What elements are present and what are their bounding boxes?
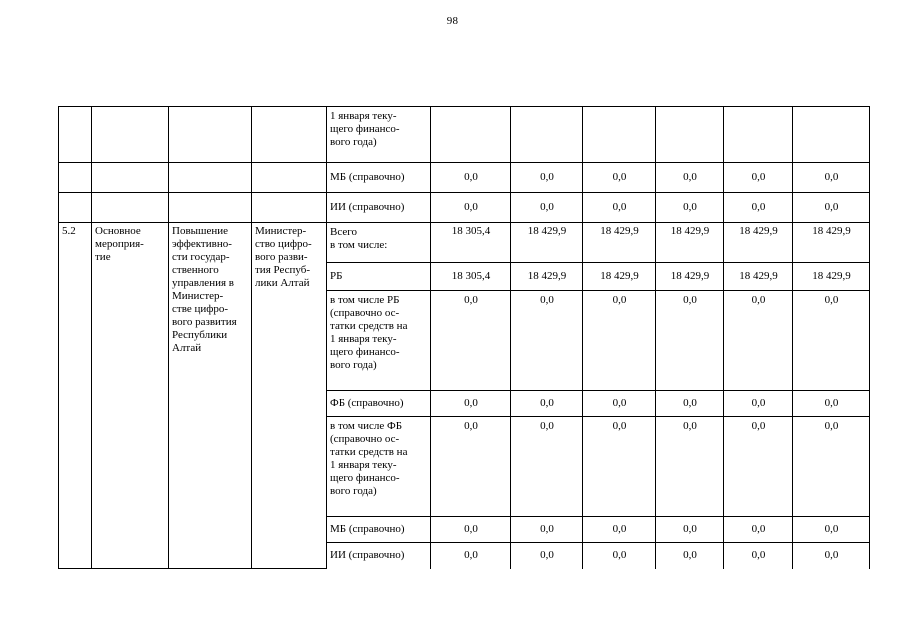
value-cell: 0,0 [656, 543, 724, 569]
value-cell: 0,0 [724, 193, 793, 223]
value-cell: 0,0 [511, 391, 583, 417]
value-cell: 0,0 [793, 391, 870, 417]
funding-source-cell: Всего в том числе: [327, 223, 431, 263]
value-cell: 18 429,9 [724, 263, 793, 291]
value-cell: 0,0 [431, 163, 511, 193]
value-cell: 18 429,9 [724, 223, 793, 263]
type-cell [92, 163, 169, 193]
value-cell: 18 429,9 [511, 263, 583, 291]
value-cell: 0,0 [724, 417, 793, 517]
value-cell: 18 429,9 [793, 223, 870, 263]
value-cell: 0,0 [656, 391, 724, 417]
value-cell: 0,0 [793, 193, 870, 223]
value-cell: 0,0 [511, 163, 583, 193]
funding-source-cell: РБ [327, 263, 431, 291]
table-row [59, 163, 870, 193]
value-cell: 0,0 [793, 543, 870, 569]
funding-source-cell: ИИ (справочно) [327, 543, 431, 569]
executor-cell [252, 193, 327, 223]
item-executor: Министер- ство цифро- вого разви- тия Респуб- лики Алтай [252, 223, 327, 569]
value-cell: 0,0 [656, 417, 724, 517]
value-cell: 0,0 [724, 391, 793, 417]
value-cell: 18 305,4 [431, 263, 511, 291]
value-cell: 0,0 [431, 517, 511, 543]
type-cell [92, 193, 169, 223]
value-cell: 0,0 [431, 391, 511, 417]
value-cell [511, 107, 583, 163]
value-cell: 0,0 [793, 517, 870, 543]
executor-cell [252, 163, 327, 193]
number-cell [59, 107, 92, 163]
table-row [59, 107, 870, 163]
value-cell: 0,0 [793, 291, 870, 391]
page-number: 98 [446, 15, 459, 27]
value-cell: 18 429,9 [511, 223, 583, 263]
value-cell [724, 107, 793, 163]
value-cell [431, 107, 511, 163]
value-cell: 0,0 [724, 543, 793, 569]
value-cell: 0,0 [511, 193, 583, 223]
funding-source-cell: 1 января теку- щего финансо- вого года) [327, 107, 431, 163]
value-cell: 18 429,9 [656, 223, 724, 263]
table-row [59, 223, 870, 263]
item-number: 5.2 [59, 223, 92, 569]
value-cell: 0,0 [511, 543, 583, 569]
name-cell [169, 193, 252, 223]
value-cell: 0,0 [656, 517, 724, 543]
value-cell: 0,0 [511, 517, 583, 543]
value-cell: 0,0 [583, 417, 656, 517]
value-cell: 0,0 [793, 163, 870, 193]
value-cell: 0,0 [583, 163, 656, 193]
value-cell: 0,0 [583, 543, 656, 569]
value-cell [793, 107, 870, 163]
value-cell: 0,0 [793, 417, 870, 517]
name-cell [169, 163, 252, 193]
value-cell: 0,0 [656, 163, 724, 193]
item-name: Повышение эффективно- сти государ- ственного управления в Министер- стве цифро- вого развития Республики Алтай [169, 223, 252, 569]
value-cell: 0,0 [656, 193, 724, 223]
funding-source-cell: в том числе ФБ (справочно ос- татки средств на 1 января теку- щего финансо- вого года) [327, 417, 431, 517]
funding-source-cell: МБ (справочно) [327, 163, 431, 193]
value-cell: 0,0 [656, 291, 724, 391]
value-cell [656, 107, 724, 163]
value-cell: 0,0 [583, 391, 656, 417]
name-cell [169, 107, 252, 163]
funding-source-cell: ФБ (справочно) [327, 391, 431, 417]
value-cell: 18 429,9 [583, 223, 656, 263]
funding-source-cell: ИИ (справочно) [327, 193, 431, 223]
type-cell [92, 107, 169, 163]
value-cell: 18 429,9 [656, 263, 724, 291]
number-cell [59, 163, 92, 193]
value-cell: 18 429,9 [793, 263, 870, 291]
value-cell: 0,0 [583, 193, 656, 223]
value-cell: 0,0 [724, 163, 793, 193]
funding-source-cell: в том числе РБ (справочно ос- татки средств на 1 января теку- щего финансо- вого года) [327, 291, 431, 391]
executor-cell [252, 107, 327, 163]
budget-table [58, 106, 870, 569]
value-cell: 18 429,9 [583, 263, 656, 291]
value-cell: 18 305,4 [431, 223, 511, 263]
value-cell: 0,0 [431, 193, 511, 223]
item-type: Основное мероприя- тие [92, 223, 169, 569]
table-row [59, 193, 870, 223]
number-cell [59, 193, 92, 223]
value-cell: 0,0 [431, 417, 511, 517]
value-cell: 0,0 [583, 517, 656, 543]
value-cell: 0,0 [431, 543, 511, 569]
value-cell: 0,0 [431, 291, 511, 391]
value-cell: 0,0 [511, 291, 583, 391]
value-cell: 0,0 [724, 517, 793, 543]
value-cell [583, 107, 656, 163]
value-cell: 0,0 [511, 417, 583, 517]
value-cell: 0,0 [724, 291, 793, 391]
funding-source-cell: МБ (справочно) [327, 517, 431, 543]
value-cell: 0,0 [583, 291, 656, 391]
